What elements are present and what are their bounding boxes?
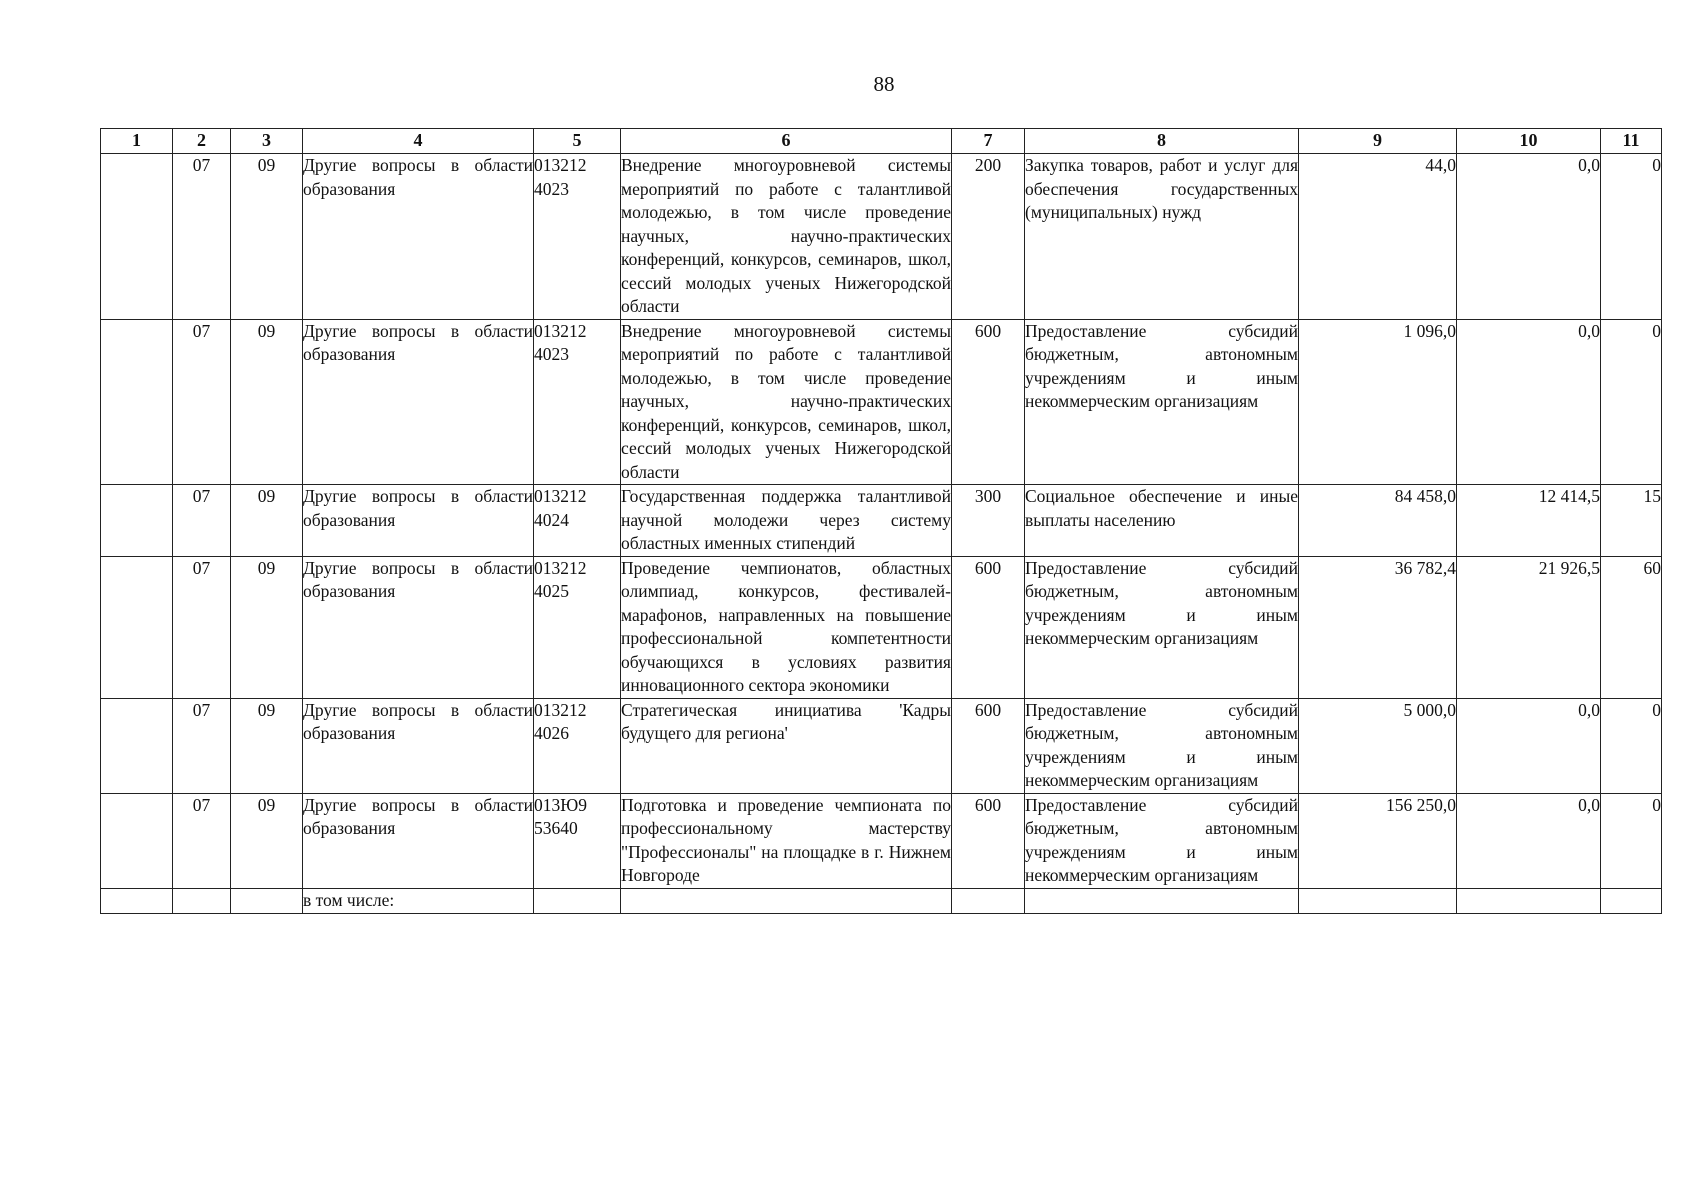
including-label: в том числе:	[303, 888, 534, 913]
cell-section-name: Другие вопросы в области образования	[303, 485, 534, 557]
cell-section: 07	[173, 154, 231, 320]
empty-cell	[1025, 888, 1299, 913]
cell-description: Государственная поддержка талантливой научной молодежи через систему областных именных стипендий	[621, 485, 952, 557]
cell-section: 07	[173, 793, 231, 888]
budget-table	[100, 128, 1662, 914]
table-row-subtotal-caption	[101, 888, 1662, 913]
table-row	[101, 556, 1662, 698]
cell-amount: 0	[1601, 793, 1662, 888]
cell-amount: 12 414,5	[1457, 485, 1601, 557]
cell-expense-name: Социальное обеспечение и иные выплаты населению	[1025, 485, 1299, 557]
col-header: 4	[303, 129, 534, 154]
col-header: 5	[534, 129, 621, 154]
code-part: 013212	[534, 155, 587, 175]
cell-amount: 0,0	[1457, 698, 1601, 793]
cell-subsection: 09	[231, 319, 303, 485]
empty-cell	[231, 888, 303, 913]
cell-amount: 156 250,0	[1299, 793, 1457, 888]
cell-amount: 0,0	[1457, 793, 1601, 888]
cell-expense-name: Предоставление субсидий бюджетным, автономным учреждениям и иным некоммерческим организациям	[1025, 556, 1299, 698]
page-number: 88	[873, 72, 895, 96]
cell-section: 07	[173, 319, 231, 485]
cell-expense-type: 600	[952, 319, 1025, 485]
cell-col1	[101, 319, 173, 485]
cell-subsection: 09	[231, 556, 303, 698]
header-row	[101, 129, 1662, 154]
cell-target-code	[534, 485, 621, 557]
empty-cell	[1457, 888, 1601, 913]
empty-cell	[101, 888, 173, 913]
cell-amount: 1 096,0	[1299, 319, 1457, 485]
cell-expense-name: Предоставление субсидий бюджетным, автономным учреждениям и иным некоммерческим организациям	[1025, 793, 1299, 888]
cell-section-name: Другие вопросы в области образования	[303, 698, 534, 793]
code-part: 013Ю9	[534, 794, 587, 815]
cell-target-code	[534, 319, 621, 485]
table-row	[101, 485, 1662, 557]
table-row	[101, 793, 1662, 888]
col-header: 11	[1601, 129, 1662, 154]
col-header: 10	[1457, 129, 1601, 154]
code-part: 4023	[534, 178, 569, 199]
cell-col1	[101, 556, 173, 698]
cell-section: 07	[173, 485, 231, 557]
cell-expense-type: 300	[952, 485, 1025, 557]
cell-amount: 5 000,0	[1299, 698, 1457, 793]
table-row	[101, 698, 1662, 793]
cell-target-code	[534, 154, 621, 320]
code-part: 4023	[534, 344, 569, 364]
cell-col1	[101, 154, 173, 320]
cell-section: 07	[173, 556, 231, 698]
col-header: 9	[1299, 129, 1457, 154]
cell-section-name: Другие вопросы в области образования	[303, 793, 534, 888]
cell-section: 07	[173, 698, 231, 793]
cell-expense-name: Закупка товаров, работ и услуг для обеспечения государственных (муниципальных) нужд	[1025, 154, 1299, 320]
empty-cell	[952, 888, 1025, 913]
cell-section-name: Другие вопросы в области образования	[303, 319, 534, 485]
cell-subsection: 09	[231, 154, 303, 320]
table-row	[101, 319, 1662, 485]
col-header: 6	[621, 129, 952, 154]
cell-col1	[101, 485, 173, 557]
empty-cell	[173, 888, 231, 913]
cell-description: Внедрение многоуровневой системы мероприятий по работе с талантливой молодежью, в том числе проведение научных, научно-практических конференций, конкурсов, семинаров, школ, сессий молодых ученых Нижегородской области	[621, 154, 952, 320]
cell-expense-type: 600	[952, 556, 1025, 698]
cell-amount: 21 926,5	[1457, 556, 1601, 698]
cell-col1	[101, 698, 173, 793]
cell-amount: 60	[1601, 556, 1662, 698]
cell-amount: 0	[1601, 154, 1662, 320]
cell-expense-name: Предоставление субсидий бюджетным, автономным учреждениям и иным некоммерческим организациям	[1025, 319, 1299, 485]
empty-cell	[621, 888, 952, 913]
cell-target-code	[534, 698, 621, 793]
empty-cell	[1601, 888, 1662, 913]
col-header: 2	[173, 129, 231, 154]
code-part: 53640	[534, 818, 578, 838]
cell-amount: 44,0	[1299, 154, 1457, 320]
cell-target-code	[534, 556, 621, 698]
cell-description: Внедрение многоуровневой системы мероприятий по работе с талантливой молодежью, в том числе проведение научных, научно-практических конференций, конкурсов, семинаров, школ, сессий молодых ученых Нижегородской области	[621, 319, 952, 485]
table-row	[101, 154, 1662, 320]
cell-amount: 0,0	[1457, 319, 1601, 485]
cell-description: Стратегическая инициатива 'Кадры будущего для региона'	[621, 698, 952, 793]
cell-amount: 0	[1601, 319, 1662, 485]
cell-subsection: 09	[231, 485, 303, 557]
cell-amount: 15	[1601, 485, 1662, 557]
code-part: 013212	[534, 557, 587, 578]
cell-expense-type: 200	[952, 154, 1025, 320]
cell-expense-type: 600	[952, 698, 1025, 793]
cell-section-name: Другие вопросы в области образования	[303, 556, 534, 698]
col-header: 8	[1025, 129, 1299, 154]
code-part: 013212	[534, 486, 587, 506]
cell-description: Подготовка и проведение чемпионата по профессиональному мастерству "Профессионалы" на площадке в г. Нижнем Новгороде	[621, 793, 952, 888]
cell-subsection: 09	[231, 793, 303, 888]
code-part: 4024	[534, 509, 569, 530]
cell-section-name: Другие вопросы в области образования	[303, 154, 534, 320]
code-part: 4026	[534, 723, 569, 743]
col-header: 1	[101, 129, 173, 154]
cell-expense-name: Предоставление субсидий бюджетным, автономным учреждениям и иным некоммерческим организациям	[1025, 698, 1299, 793]
code-part: 013212	[534, 320, 587, 341]
cell-col1	[101, 793, 173, 888]
empty-cell	[1299, 888, 1457, 913]
cell-target-code	[534, 793, 621, 888]
col-header: 7	[952, 129, 1025, 154]
col-header: 3	[231, 129, 303, 154]
cell-amount: 36 782,4	[1299, 556, 1457, 698]
cell-subsection: 09	[231, 698, 303, 793]
code-part: 013212	[534, 699, 587, 720]
cell-description: Проведение чемпионатов, областных олимпиад, конкурсов, фестивалей-марафонов, направленных на повышение профессиональной компетентности обучающихся в условиях развития инновационного сектора экономики	[621, 556, 952, 698]
cell-amount: 0	[1601, 698, 1662, 793]
code-part: 4025	[534, 581, 569, 601]
cell-amount: 84 458,0	[1299, 485, 1457, 557]
cell-expense-type: 600	[952, 793, 1025, 888]
cell-amount: 0,0	[1457, 154, 1601, 320]
empty-cell	[534, 888, 621, 913]
